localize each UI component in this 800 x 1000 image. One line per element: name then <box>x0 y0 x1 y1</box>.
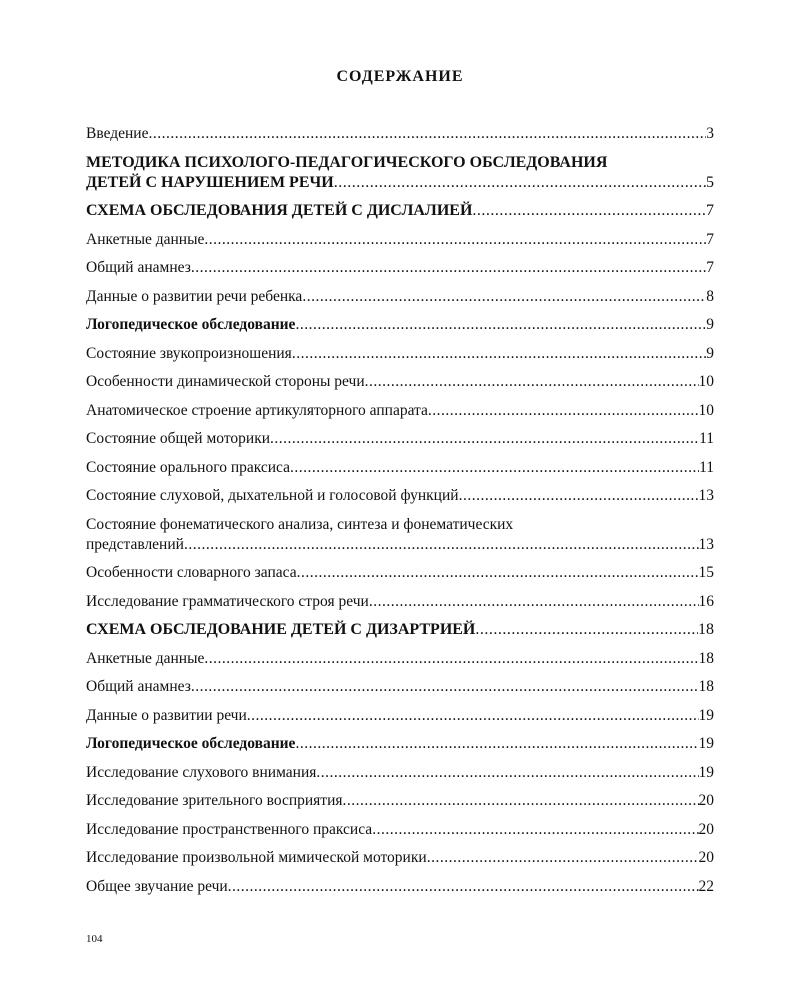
toc-entry-text: ДЕТЕЙ С НАРУШЕНИЕМ РЕЧИ <box>86 173 334 191</box>
toc-entry-vocabulary[interactable] <box>86 563 714 583</box>
toc-entry-text: Исследование произвольной мимической моторики <box>86 849 427 866</box>
toc-entry-page: 8 <box>706 287 714 305</box>
toc-entry-page: 20 <box>698 820 714 838</box>
toc-entry-page: 10 <box>698 401 714 419</box>
toc-entry-text: Состояние общей моторики <box>86 430 271 447</box>
toc-leader-dots <box>369 592 699 612</box>
toc-entry-speech-therapy-exam-2[interactable] <box>86 734 714 754</box>
toc-entry-sound-pronunciation[interactable] <box>86 344 714 364</box>
toc-entry-page: 9 <box>706 316 714 333</box>
toc-entry-auditory-attention[interactable] <box>86 763 714 783</box>
toc-entry-page: 10 <box>698 373 714 390</box>
toc-entry-text: Состояние слуховой, дыхательной и голосовой функций <box>86 487 459 504</box>
toc-entry-text-line1: Состояние фонематического анализа, синтеза и фонематических <box>86 515 514 533</box>
toc-entry-general-motor[interactable] <box>86 429 714 449</box>
toc-entry-articulatory-anatomy[interactable] <box>86 401 714 421</box>
toc-entry-page: 18 <box>698 621 714 638</box>
toc-entry-page: 5 <box>706 173 714 191</box>
toc-leader-dots <box>228 877 699 897</box>
toc-entry-text: Особенности словарного запаса <box>86 564 297 581</box>
toc-entry-text: Состояние звукопроизношения <box>86 344 292 362</box>
toc-entry-spatial-praxis[interactable] <box>86 820 714 840</box>
toc-entry-page: 7 <box>706 259 714 276</box>
toc-entry-page: 13 <box>698 487 714 504</box>
toc-entry-general-anamnesis[interactable] <box>86 258 714 278</box>
toc-leader-dots <box>334 173 706 193</box>
toc-entry-dysarthria-scheme[interactable] <box>86 620 714 640</box>
toc-entry-text: Введение <box>86 125 149 142</box>
toc-entry-oral-praxis[interactable] <box>86 458 714 478</box>
toc-leader-dots <box>270 429 699 449</box>
toc-entry-speech-development[interactable] <box>86 287 714 307</box>
toc-entry-speech-therapy-exam[interactable] <box>86 315 714 335</box>
toc-leader-dots <box>184 535 699 555</box>
toc-entry-introduction[interactable] <box>86 124 714 144</box>
toc-leader-dots <box>302 287 706 307</box>
toc-entry-personal-data-2[interactable] <box>86 649 714 669</box>
toc-entry-page: 20 <box>698 792 714 809</box>
toc-entry-page: 18 <box>698 649 714 667</box>
toc-entry-auditory-respiratory-vocal[interactable] <box>86 486 714 506</box>
toc-entry-page: 7 <box>706 202 714 219</box>
toc-entry-text: Особенности динамической стороны речи <box>86 373 365 390</box>
toc-entry-text: Состояние орального праксиса <box>86 458 291 476</box>
toc-entry-phonemic-analysis[interactable] <box>86 515 714 555</box>
toc-entry-grammar[interactable] <box>86 592 714 612</box>
toc-entry-text: Исследование слухового внимания <box>86 763 317 781</box>
toc-entry-text: СХЕМА ОБСЛЕДОВАНИЯ ДЕТЕЙ С ДИСЛАЛИЕЙ <box>86 202 473 219</box>
toc-entry-page: 15 <box>698 564 714 581</box>
toc-entry-text: Анатомическое строение артикуляторного аппарата <box>86 401 428 419</box>
toc-entry-page: 11 <box>699 430 714 447</box>
toc-entry-visual-perception[interactable] <box>86 791 714 811</box>
toc-leader-dots <box>472 201 706 221</box>
toc-entry-personal-data[interactable] <box>86 230 714 250</box>
toc-entry-page: 19 <box>698 735 714 752</box>
toc-entry-page: 9 <box>706 344 714 362</box>
toc-entry-general-anamnesis-2[interactable] <box>86 677 714 697</box>
toc-leader-dots <box>295 315 706 335</box>
toc-leader-dots <box>247 706 699 726</box>
toc-leader-dots <box>428 401 699 421</box>
toc-leader-dots <box>365 372 699 392</box>
toc-leader-dots <box>191 677 699 697</box>
page-number: 104 <box>86 933 103 945</box>
toc-leader-dots <box>290 458 699 478</box>
toc-entry-page: 3 <box>706 125 714 142</box>
toc-entry-text: СХЕМА ОБСЛЕДОВАНИЕ ДЕТЕЙ С ДИЗАРТРИЕЙ <box>86 621 476 638</box>
toc-entry-page: 11 <box>699 458 714 476</box>
toc-entry-page: 16 <box>698 592 714 610</box>
toc-leader-dots <box>427 848 699 868</box>
toc-entry-text: Общее звучание речи <box>86 877 228 895</box>
toc-entry-page: 13 <box>698 535 714 553</box>
toc-entry-methodology[interactable] <box>86 153 714 193</box>
toc-entry-speech-development-2[interactable] <box>86 706 714 726</box>
toc-leader-dots <box>148 124 706 144</box>
toc-entry-text: Данные о развитии речи <box>86 706 247 724</box>
toc-entry-text: представлений <box>86 535 184 553</box>
toc-entry-text: Общий анамнез <box>86 259 191 276</box>
toc-entry-text: Логопедическое обследование <box>86 316 296 333</box>
toc-leader-dots <box>295 734 698 754</box>
toc-leader-dots <box>316 763 698 783</box>
toc-entry-text: Исследование пространственного праксиса <box>86 820 373 838</box>
toc-leader-dots <box>459 486 699 506</box>
toc-entry-text: Исследование грамматического строя речи <box>86 592 369 610</box>
toc-entry-facial-motor[interactable] <box>86 848 714 868</box>
table-of-contents <box>86 124 714 905</box>
toc-entry-dyslalia-scheme[interactable] <box>86 201 714 221</box>
toc-entry-page: 20 <box>698 849 714 866</box>
toc-leader-dots <box>204 230 706 250</box>
toc-leader-dots <box>343 791 699 811</box>
toc-entry-text: Данные о развитии речи ребенка <box>86 287 303 305</box>
toc-entry-speech-dynamics[interactable] <box>86 372 714 392</box>
toc-entry-text: Общий анамнез <box>86 678 191 695</box>
toc-leader-dots <box>191 258 706 278</box>
toc-leader-dots <box>204 649 698 669</box>
toc-entry-text: Исследование зрительного восприятия <box>86 792 343 809</box>
toc-entry-page: 7 <box>706 230 714 248</box>
toc-entry-text: Логопедическое обследование <box>86 735 296 752</box>
toc-entry-text: Анкетные данные <box>86 649 205 667</box>
toc-entry-page: 19 <box>698 706 714 724</box>
toc-entry-page: 18 <box>698 678 714 695</box>
page-title: СОДЕРЖАНИЕ <box>336 68 464 85</box>
toc-entry-page: 22 <box>698 877 714 895</box>
toc-leader-dots <box>475 620 698 640</box>
toc-entry-page: 19 <box>698 763 714 781</box>
toc-entry-text: Анкетные данные <box>86 230 205 248</box>
toc-entry-text-line1: МЕТОДИКА ПСИХОЛОГО-ПЕДАГОГИЧЕСКОГО ОБСЛЕДОВАНИЯ <box>86 153 608 171</box>
toc-leader-dots <box>292 344 706 364</box>
toc-entry-general-speech-sound[interactable] <box>86 877 714 897</box>
toc-leader-dots <box>297 563 699 583</box>
toc-leader-dots <box>372 820 698 840</box>
